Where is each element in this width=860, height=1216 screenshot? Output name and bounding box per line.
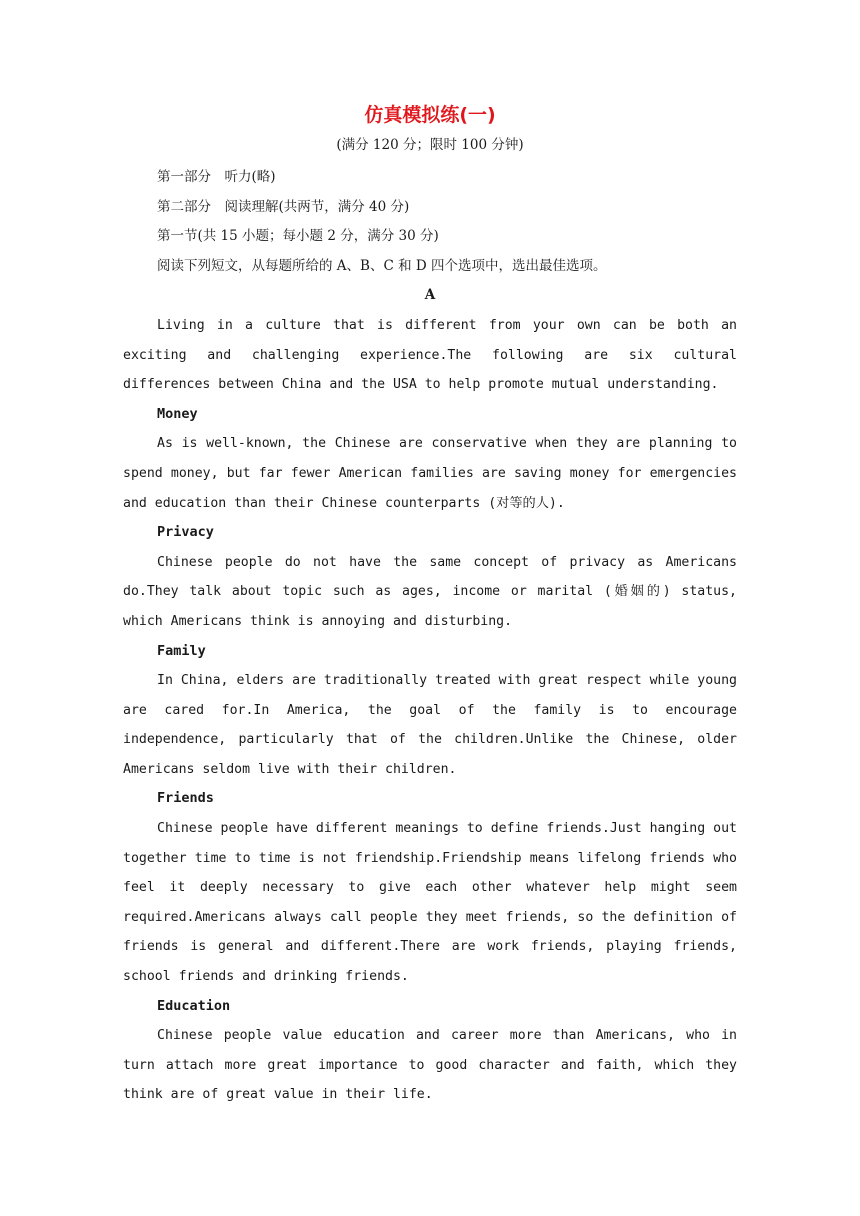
document-page: [123, 100, 737, 1110]
part-two-heading: 第二部分 阅读理解(共两节，满分 40 分): [157, 198, 410, 215]
score-time-note: (满分 120 分；限时 100 分钟): [336, 137, 524, 153]
topic-text-money: As is well-known, the Chinese are conservative when they are planning to spend money, but far fewer American families are saving money for emergencies and education than their Chinese counterparts (对等的人).: [123, 436, 737, 511]
passage-intro: Living in a culture that is different from your own can be both an exciting and challenging experience.The following are six cultural differences between China and the USA to help promote mutual understanding.: [123, 317, 737, 393]
topic-text-privacy: Chinese people do not have the same concept of privacy as Americans do.They talk about topic such as ages, income or marital (婚姻的) status, which Americans think is annoying and disturbing.: [123, 554, 737, 629]
section-one-heading: 第一节(共 15 小题；每小题 2 分，满分 30 分): [157, 228, 439, 245]
topic-text-education: Chinese people value education and career more than Americans, who in turn attach more great importance to good character and faith, which they think are of great value in their life.: [123, 1028, 737, 1103]
passage-label: A: [424, 287, 436, 304]
topic-text-friends: Chinese people have different meanings to define friends.Just hanging out together time to time is not friendship.Friendship means lifelong friends who feel it deeply necessary to give each other whatever help might seem required.Americans always call people they meet friends, so the definition of friends is general and different.There are work friends, playing friends, school friends and drinking friends.: [123, 821, 737, 985]
topic-heading-friends: Friends: [157, 790, 214, 807]
topic-heading-privacy: Privacy: [157, 524, 214, 541]
page-title: 仿真模拟练(一): [364, 104, 496, 126]
topic-heading-family: Family: [157, 642, 206, 659]
instructions: 阅读下列短文，从每题所给的 A、B、C 和 D 四个选项中，选出最佳选项。: [157, 257, 607, 274]
topic-heading-money: Money: [157, 405, 198, 422]
topic-heading-education: Education: [157, 997, 231, 1014]
topic-text-family: In China, elders are traditionally treated with great respect while young are cared for.In America, the goal of the family is to encourage independence, particularly that of the children.Unlike the Chinese, older Americans seldom live with their children.: [123, 673, 737, 777]
part-one-heading: 第一部分 听力(略): [157, 169, 276, 185]
